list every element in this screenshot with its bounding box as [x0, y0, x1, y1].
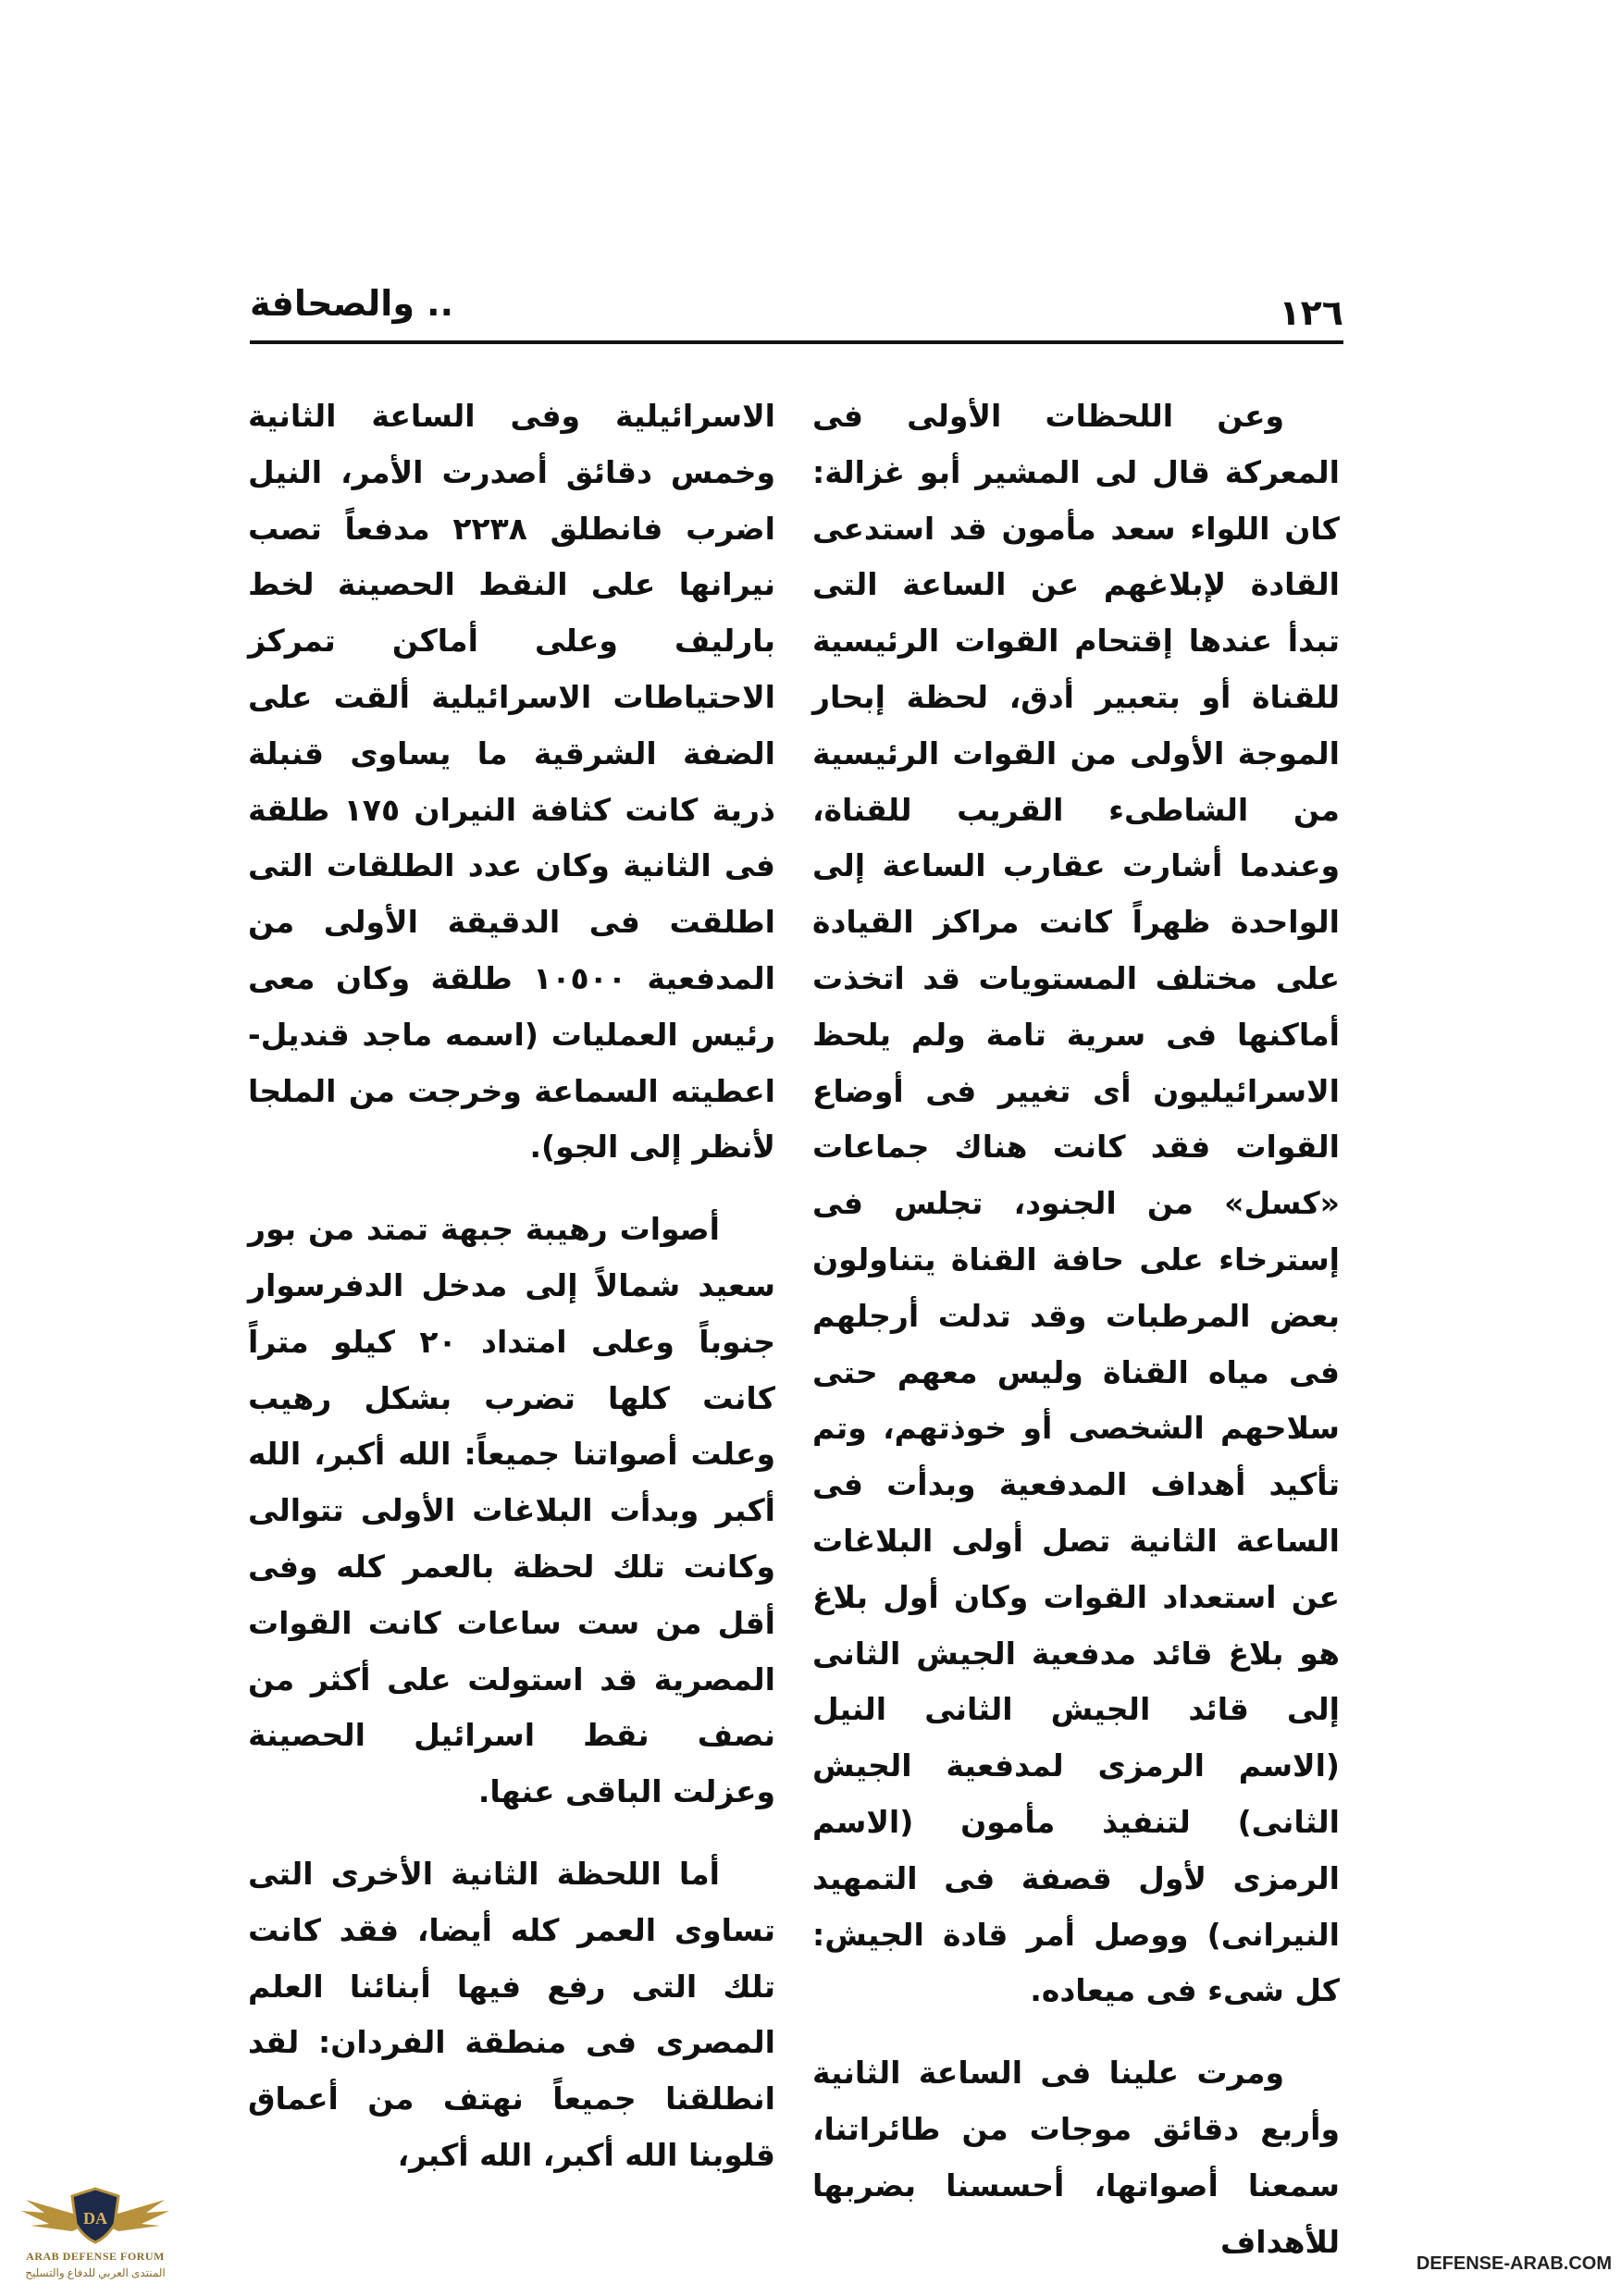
right-column — [812, 389, 1340, 2296]
shield-icon — [70, 2187, 120, 2244]
page-header — [250, 274, 1343, 348]
paragraph: الاسرائيلية وفى الساعة الثانية وخمس دقائق أصدرت الأمر، النيل اضرب فانطلق ٢٢٣٨ مدفعاً تصب نيرانها على النقط الحصينة لخط بارليف وعلى أماكن تمركز الاحتياطات الاسرائيلية ألقت على الضفة الشرقية ما يساوى قنبلة ذرية كانت كثافة النيران ١٧٥ طلقة فى الثانية وكان عدد الطلقات التى اطلقت فى الدقيقة الأولى من المدفعية ١٠٥٠٠ طلقة وكان معى رئيس العمليات (اسمه ماجد قنديل- اعطيته السماعة وخرجت من الملجا لأنظر إلى الجو). — [248, 398, 775, 1166]
paragraph: وعن اللحظات الأولى فى المعركة قال لى المشير أبو غزالة: كان اللواء سعد مأمون قد استدعى القادة لإبلاغهم عن الساعة التى تبدأ عندها إقتحام القوات الرئيسية للقناة أو بتعبير أدق، لحظة إبحار الموجة الأولى من القوات الرئيسية من الشاطىء القريب للقناة، وعندما أشارت عقارب الساعة إلى الواحدة ظهراً كانت مراكز القيادة على مختلف المستويات قد اتخذت أماكنها فى سرية تامة ولم يلحظ الاسرائيليون أى تغيير فى أوضاع القوات فقد كانت هناك جماعات «كسل» من الجنود، تجلس فى إسترخاء على حافة القناة يتناولون بعض المرطبات وقد تدلت أرجلهم فى مياه القناة وليس معهم حتى سلاحهم الشخصى أو خوذتهم، وتم تأكيد أهداف المدفعية وبدأت فى الساعة الثانية تصل أولى البلاغات عن استعداد القوات وكان أول بلاغ هو بلاغ قائد مدفعية الجيش الثانى إلى قائد الجيش الثانى النيل (الاسم الرمزى لمدفعية الجيش الثانى) لتنفيذ مأمون (الاسم الرمزى لأول قصفة فى التمهيد النيرانى) ووصل أمر قادة الجيش: كل شىء فى ميعاده. — [812, 398, 1340, 2009]
logo-letters: DA — [83, 2209, 107, 2228]
logo-caption-en: ARAB DEFENSE FORUM — [26, 2250, 165, 2263]
page-number: ١٢٦ — [1279, 292, 1343, 333]
site-watermark: DEFENSE-ARAB.COM — [1416, 2253, 1612, 2274]
running-title: .. والصحافة — [250, 283, 454, 324]
forum-logo — [17, 2183, 174, 2287]
paragraph: أما اللحظة الثانية الأخرى التى تساوى العمر كله أيضا، فقد كانت تلك التى رفع فيها أبنائنا العلم المصرى فى منطقة الفردان: لقد انطلقنا جميعاً نهتف من أعماق قلوبنا الله أكبر، الله أكبر، — [248, 1855, 775, 2173]
logo-caption-ar: المنتدى العربي للدفاع والتسليح — [25, 2266, 166, 2279]
header-rule — [250, 340, 1343, 344]
paragraph: ومرت علينا فى الساعة الثانية وأربع دقائق موجات من طائراتنا، سمعنا أصواتها، أحسسنا بضربها للأهداف — [812, 2055, 1340, 2260]
left-column — [248, 389, 775, 2210]
paragraph: أصوات رهيبة جبهة تمتد من بور سعيد شمالاً إلى مدخل الدفرسوار جنوباً وعلى امتداد ٢٠ كيلو متراً كانت كلها تضرب بشكل رهيب وعلت أصواتنا جميعاً: الله أكبر، الله أكبر وبدأت البلاغات الأولى تتوالى وكانت تلك لحظة بالعمر كله وفى أقل من ست ساعات كانت القوات المصرية قد استولت على أكثر من نصف نقط اسرائيل الحصينة وعزلت الباقى عنها. — [248, 1211, 775, 1810]
